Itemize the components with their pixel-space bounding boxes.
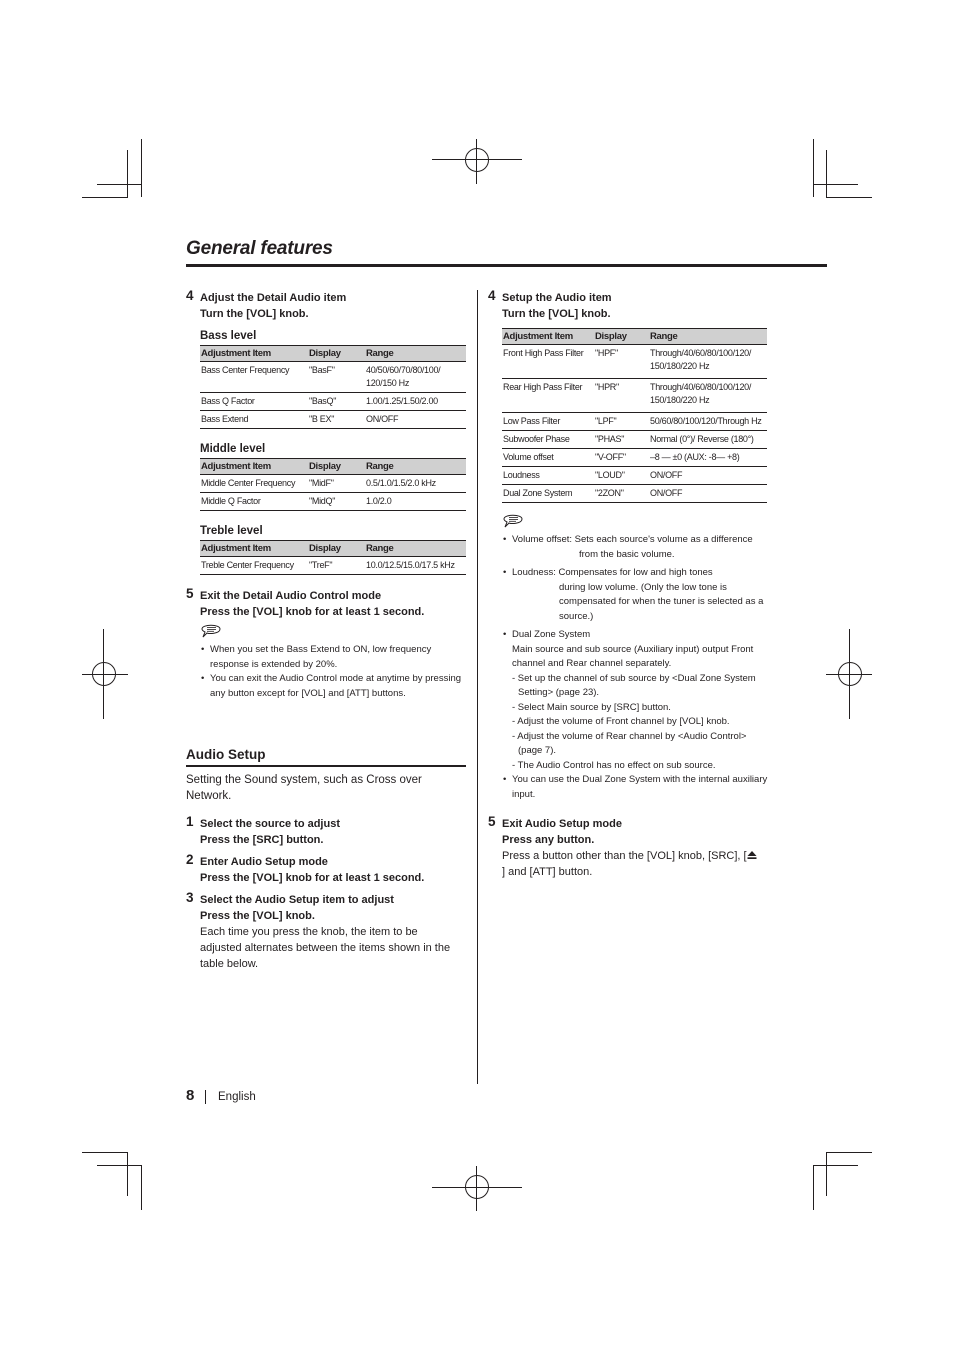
- step-action: Press the [SRC] button.: [200, 834, 324, 846]
- step-description-a: Press a button other than the [VOL] knob, [SRC], [: [502, 850, 747, 862]
- table-header: Range: [365, 346, 466, 362]
- table-cell: Bass Center Frequency: [200, 362, 308, 393]
- table-cell: 1.00/1.25/1.50/2.00: [365, 393, 466, 411]
- table-cell: 50/60/80/100/120/Through Hz: [649, 413, 767, 431]
- step-title: Setup the Audio item: [502, 292, 612, 304]
- table-row: [502, 345, 767, 379]
- table-cell: "MidQ": [308, 493, 365, 511]
- audio-setup-heading: Audio Setup: [186, 747, 266, 762]
- table-header: Display: [308, 541, 365, 557]
- table-cell: ON/OFF: [365, 411, 466, 429]
- middle-level-table: [200, 458, 466, 511]
- note-loudness-cont: during low volume. (Only the low tone is compensated for when the tuner is selected as a source.): [559, 581, 764, 622]
- note-icon: [200, 622, 222, 638]
- step-number: 5: [186, 586, 194, 601]
- table-cell: –8 — ±0 (AUX: -8— +8): [649, 449, 767, 467]
- footer-separator: [205, 1090, 206, 1104]
- list-item: [502, 533, 768, 562]
- table-cell: 10.0/12.5/15.0/17.5 kHz: [365, 557, 466, 575]
- table-cell: Through/40/60/80/100/120/ 150/180/220 Hz: [649, 379, 767, 413]
- step-5-exit-detail: [186, 588, 466, 620]
- step-action: Turn the [VOL] knob.: [502, 308, 611, 320]
- list-item: - Set up the channel of sub source by <Dual Zone System Setting> (page 23).: [512, 672, 756, 698]
- step-title: Exit Audio Setup mode: [502, 818, 622, 830]
- title-rule: [186, 264, 827, 267]
- table-cell: Middle Q Factor: [200, 493, 308, 511]
- table-cell: ON/OFF: [649, 485, 767, 503]
- table-cell: Middle Center Frequency: [200, 475, 308, 493]
- step-number: 4: [488, 288, 496, 303]
- heading-rule: [186, 765, 466, 767]
- step-action: Press any button.: [502, 834, 595, 846]
- table-cell: "LOUD": [594, 467, 649, 485]
- table-cell: "HPF": [594, 345, 649, 379]
- table-cell: Normal (0°)/ Reverse (180°): [649, 431, 767, 449]
- table-cell: Subwoofer Phase: [502, 431, 594, 449]
- list-item: • When you set the Bass Extend to ON, low frequency response is extended by 20%.: [200, 643, 466, 672]
- table-cell: Bass Extend: [200, 411, 308, 429]
- step-action: Press the [VOL] knob.: [200, 910, 315, 922]
- table-cell: Volume offset: [502, 449, 594, 467]
- step-description-b: ] and [ATT] button.: [502, 866, 593, 878]
- table-cell: "TreF": [308, 557, 365, 575]
- table-cell: Treble Center Frequency: [200, 557, 308, 575]
- table-cell: "MidF": [308, 475, 365, 493]
- table-cell: Bass Q Factor: [200, 393, 308, 411]
- eject-icon: [747, 850, 757, 860]
- table-row: [502, 467, 767, 485]
- table-row: [200, 557, 466, 575]
- table-row: [200, 493, 466, 511]
- table-cell: "BasQ": [308, 393, 365, 411]
- table-cell: "BasF": [308, 362, 365, 393]
- step-title: Exit the Detail Audio Control mode: [200, 590, 382, 602]
- step-number: 2: [186, 852, 194, 867]
- table-row: [502, 413, 767, 431]
- table-header: Adjustment Item: [502, 329, 594, 345]
- list-item: - Adjust the volume of Rear channel by <Audio Control> (page 7).: [512, 730, 747, 756]
- step-number: 4: [186, 288, 194, 303]
- table-header: Adjustment Item: [200, 459, 308, 475]
- note-dual-zone-title: • Dual Zone System: [512, 629, 591, 640]
- step-2-enter-setup: [186, 854, 466, 886]
- step-action: Press the [VOL] knob for at least 1 second.: [200, 606, 425, 618]
- table-header: Range: [365, 459, 466, 475]
- table-cell: "HPR": [594, 379, 649, 413]
- note-loudness: • Loudness: Compensates for low and high tones: [512, 567, 713, 578]
- table-cell: "LPF": [594, 413, 649, 431]
- footer-language: English: [218, 1091, 256, 1103]
- step-number: 1: [186, 814, 194, 829]
- table-header: Range: [649, 329, 767, 345]
- audio-setup-table: [502, 328, 767, 503]
- step-5-exit-setup: [488, 816, 768, 880]
- note-volume-offset: • Volume offset: Sets each source's volume as a difference: [512, 534, 753, 545]
- step-description: [502, 848, 758, 880]
- notes-list: [200, 643, 466, 701]
- list-item: • You can exit the Audio Control mode at anytime by pressing any button except for [VOL] and [ATT] buttons.: [200, 672, 466, 701]
- step-4-setup-audio: [488, 290, 768, 322]
- table-cell: "2ZON": [594, 485, 649, 503]
- table-header: Display: [594, 329, 649, 345]
- table-cell: Rear High Pass Filter: [502, 379, 594, 413]
- table-header: Adjustment Item: [200, 346, 308, 362]
- treble-level-heading: Treble level: [200, 525, 263, 537]
- list-item: - The Audio Control has no effect on sub source.: [512, 759, 716, 771]
- step-action: Press the [VOL] knob for at least 1 second.: [200, 872, 425, 884]
- bass-level-heading: Bass level: [200, 330, 257, 342]
- table-cell: Loudness: [502, 467, 594, 485]
- page-title: General features: [186, 238, 333, 259]
- table-header: Range: [365, 541, 466, 557]
- table-header: Adjustment Item: [200, 541, 308, 557]
- table-cell: "PHAS": [594, 431, 649, 449]
- table-cell: "B EX": [308, 411, 365, 429]
- table-cell: 40/50/60/70/80/100/ 120/150 Hz: [365, 362, 466, 393]
- step-number: 5: [488, 814, 496, 829]
- step-1-select-source: [186, 816, 466, 848]
- middle-level-heading: Middle level: [200, 443, 266, 455]
- left-column: [186, 290, 466, 972]
- table-row: [200, 362, 466, 393]
- note-dual-zone-desc: Main source and sub source (Auxiliary input) output Front channel and Rear channel separately.: [512, 643, 754, 669]
- table-cell: ON/OFF: [649, 467, 767, 485]
- note-icon: [502, 512, 524, 528]
- list-item: - Select Main source by [SRC] button.: [512, 701, 671, 713]
- right-column: [488, 290, 768, 880]
- column-divider: [477, 290, 478, 1084]
- table-cell: Dual Zone System: [502, 485, 594, 503]
- table-row: [200, 411, 466, 429]
- step-3-select-item: [186, 892, 466, 972]
- table-row: [502, 485, 767, 503]
- table-row: [200, 475, 466, 493]
- table-cell: 0.5/1.0/1.5/2.0 kHz: [365, 475, 466, 493]
- table-header: Display: [308, 346, 365, 362]
- step-4-detail-audio: [186, 290, 466, 322]
- table-cell: Through/40/60/80/100/120/ 150/180/220 Hz: [649, 345, 767, 379]
- treble-level-table: [200, 540, 466, 575]
- step-title: Select the Audio Setup item to adjust: [200, 894, 394, 906]
- step-description: Each time you press the knob, the item to be adjusted alternates between the items shown in the table below.: [200, 926, 451, 970]
- table-cell: 1.0/2.0: [365, 493, 466, 511]
- table-row: [502, 379, 767, 413]
- table-header: Display: [308, 459, 365, 475]
- list-item: - Adjust the volume of Front channel by [VOL] knob.: [512, 716, 730, 727]
- audio-setup-notes: [502, 533, 768, 802]
- step-title: Adjust the Detail Audio item: [200, 292, 347, 304]
- bass-level-table: [200, 345, 466, 429]
- note-volume-offset-cont: from the basic volume.: [579, 548, 675, 560]
- table-row: [502, 431, 767, 449]
- step-action: Turn the [VOL] knob.: [200, 308, 309, 320]
- list-item: • You can use the Dual Zone System with the internal auxiliary input.: [502, 773, 768, 802]
- table-cell: Front High Pass Filter: [502, 345, 594, 379]
- step-number: 3: [186, 890, 194, 905]
- table-cell: "V-OFF": [594, 449, 649, 467]
- page-number: 8: [186, 1087, 195, 1104]
- audio-setup-intro: Setting the Sound system, such as Cross over Network.: [186, 774, 422, 802]
- table-row: [502, 449, 767, 467]
- table-row: [200, 393, 466, 411]
- list-item: [502, 566, 768, 624]
- list-item: [502, 628, 768, 773]
- step-title: Select the source to adjust: [200, 818, 340, 830]
- table-cell: Low Pass Filter: [502, 413, 594, 431]
- step-title: Enter Audio Setup mode: [200, 856, 328, 868]
